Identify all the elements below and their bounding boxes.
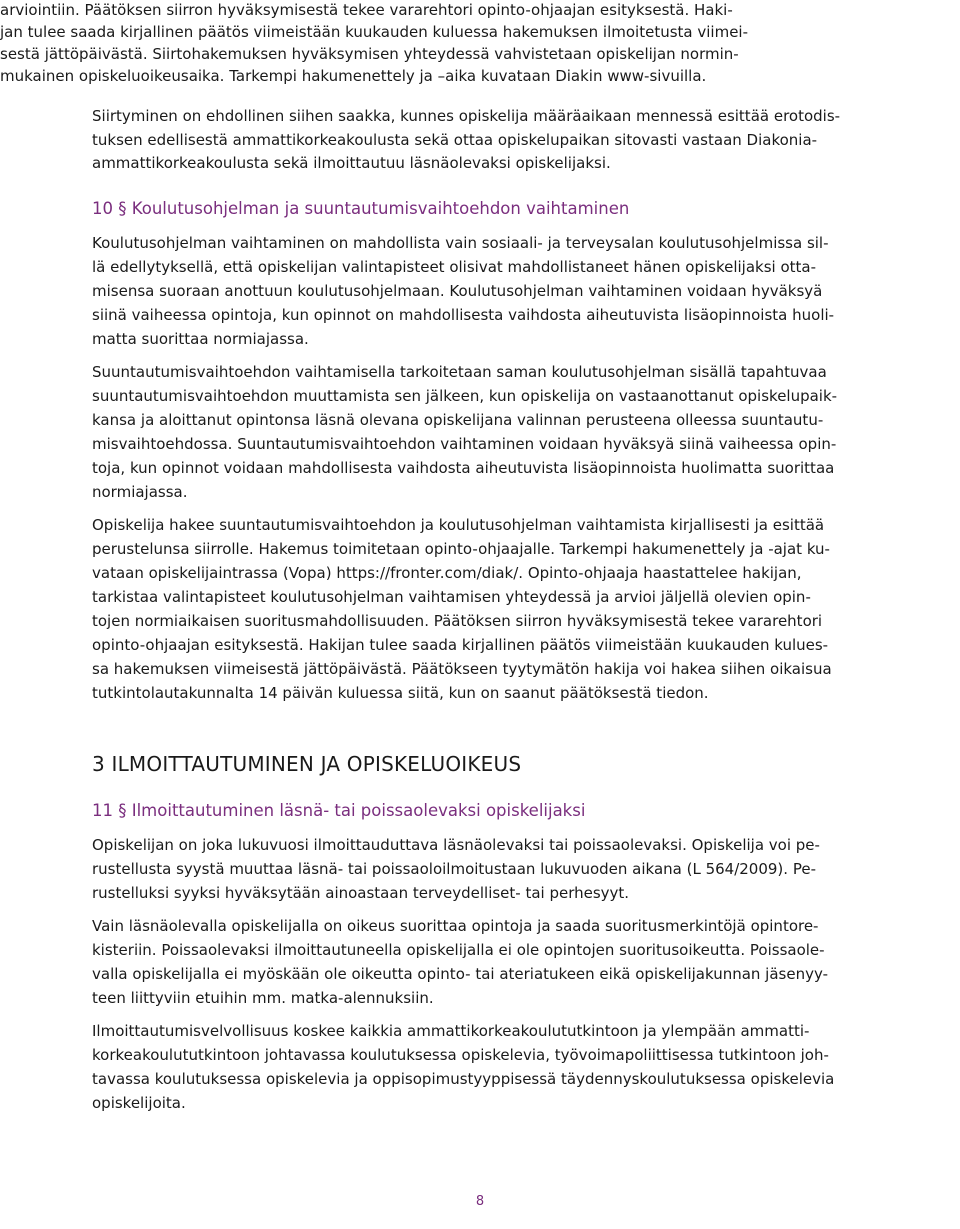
text-line: tarkistaa valintapisteet koulutusohjelman vaihtamisen yhteydessä ja arvioi jäljellä olevien opin- [92,588,811,606]
text-line: sestä jättöpäivästä. Siirtohakemuksen hyväksymisen yhteydessä vahvistetaan opiskelijan normin- [0,45,739,63]
text-line: ammattikorkeakoulusta sekä ilmoittautuu läsnäolevaksi opiskelijaksi. [92,154,611,172]
text-line: kansa ja aloittanut opintonsa läsnä olevana opiskelijana valinnan perusteena olleessa suuntautu- [92,411,824,429]
text-line: arviointiin. Päätöksen siirron hyväksymisestä tekee vararehtori opinto-ohjaajan esityksestä. Haki- [0,1,733,19]
section-10-heading: 10 § Koulutusohjelman ja suuntautumisvaihtoehdon vaihtaminen [92,199,630,218]
text-line: opiskelijoita. [92,1094,186,1112]
text-line: Koulutusohjelman vaihtaminen on mahdollista vain sosiaali- ja terveysalan koulutusohjelmissa sil- [92,234,829,252]
text-line: misensa suoraan anottuun koulutusohjelmaan. Koulutusohjelman vaihtaminen voidaan hyväksyä [92,282,823,300]
text-line: mukainen opiskeluoikeusaika. Tarkempi hakumenettely ja –aika kuvataan Diakin www-sivuilla. [0,67,707,85]
text-line: valla opiskelijalla ei myöskään ole oikeutta opinto- tai ateriatukeen eikä opiskelijakunnan jäsenyy- [92,965,828,983]
text-line: vataan opiskelijaintrassa (Vopa) https://fronter.com/diak/. Opinto-ohjaaja haastattelee hakijan, [92,564,802,582]
chapter-3-heading: 3 ILMOITTAUTUMINEN JA OPISKELUOIKEUS [92,752,522,776]
text-line: normiajassa. [92,483,188,501]
text-line: tutkintolautakunnalta 14 päivän kuluessa siitä, kun on saanut päätöksestä tiedon. [92,684,709,702]
text-line: Siirtyminen on ehdollinen siihen saakka, kunnes opiskelija määräaikaan mennessä esittää erotodis- [92,107,841,125]
text-line: suuntautumisvaihtoehdon muuttamista sen jälkeen, kun opiskelija on vastaanottanut opiskelupaik- [92,387,838,405]
text-line: opinto-ohjaajan esityksestä. Hakijan tulee saada kirjallinen päätös viimeistään kuukauden kulues- [92,636,829,654]
text-line: Opiskelija hakee suuntautumisvaihtoehdon ja koulutusohjelman vaihtamista kirjallisesti ja esittää [92,516,825,534]
text-line: Opiskelijan on joka lukuvuosi ilmoittauduttava läsnäolevaksi tai poissaolevaksi. Opiskelija voi pe- [92,836,820,854]
text-line: misvaihtoehdossa. Suuntautumisvaihtoehdon vaihtaminen voidaan hyväksyä siinä vaiheessa opin- [92,435,837,453]
text-line: rustellusta syystä muuttaa läsnä- tai poissaoloilmoitustaan lukuvuoden aikana (L 564/2009). Pe- [92,860,816,878]
text-line: sa hakemuksen viimeisestä jättöpäivästä. Päätökseen tyytymätön hakija voi hakea siihen oikaisua [92,660,832,678]
page-number: 8 [475,1194,485,1209]
text-line: tavassa koulutuksessa opiskelevia ja oppisopimustyyppisessä täydennyskoulutuksessa opiskelevia [92,1070,835,1088]
text-line: matta suorittaa normiajassa. [92,330,309,348]
text-line: jan tulee saada kirjallinen päätös viimeistään kuukauden kuluessa hakemuksen ilmoitetusta viimei- [0,23,749,41]
text-line: kisteriin. Poissaolevaksi ilmoittautuneella opiskelijalla ei ole opintojen suoritusoikeutta. Poissaole- [92,941,825,959]
text-line: rustelluksi syyksi hyväksytään ainoastaan terveydelliset- tai perhesyyt. [92,884,630,902]
section-11-heading: 11 § Ilmoittautuminen läsnä- tai poissaolevaksi opiskelijaksi [92,801,586,820]
text-line: teen liittyviin etuihin mm. matka-alennuksiin. [92,989,434,1007]
text-line: Suuntautumisvaihtoehdon vaihtamisella tarkoitetaan saman koulutusohjelman sisällä tapahtuvaa [92,363,827,381]
text-line: korkeakoulututkintoon johtavassa koulutuksessa opiskelevia, työvoimapoliittisessa tutkintoon joh- [92,1046,829,1064]
text-line: toja, kun opinnot voidaan mahdollisesta vaihdosta aiheutuvista lisäopinnoista huolimatta suorittaa [92,459,835,477]
text-line: perustelunsa siirrolle. Hakemus toimitetaan opinto-ohjaajalle. Tarkempi hakumenettely ja -ajat ku- [92,540,830,558]
text-line: tuksen edellisestä ammattikorkeakoulusta sekä ottaa opiskelupaikan sitovasti vastaan Diakonia- [92,131,818,149]
text-line: siinä vaiheessa opintoja, kun opinnot on mahdollisesta vaihdosta aiheutuvista lisäopinnoista huoli- [92,306,835,324]
text-line: lä edellytyksellä, että opiskelijan valintapisteet olisivat mahdollistaneet hänen opiskelijaksi otta- [92,258,816,276]
text-line: Vain läsnäolevalla opiskelijalla on oikeus suorittaa opintoja ja saada suoritusmerkintöjä opintore- [92,917,819,935]
text-line: Ilmoittautumisvelvollisuus koskee kaikkia ammattikorkeakoulututkintoon ja ylempään ammatti- [92,1022,810,1040]
text-line: tojen normiaikaisen suoritusmahdollisuuden. Päätöksen siirron hyväksymisestä tekee vararehtori [92,612,823,630]
